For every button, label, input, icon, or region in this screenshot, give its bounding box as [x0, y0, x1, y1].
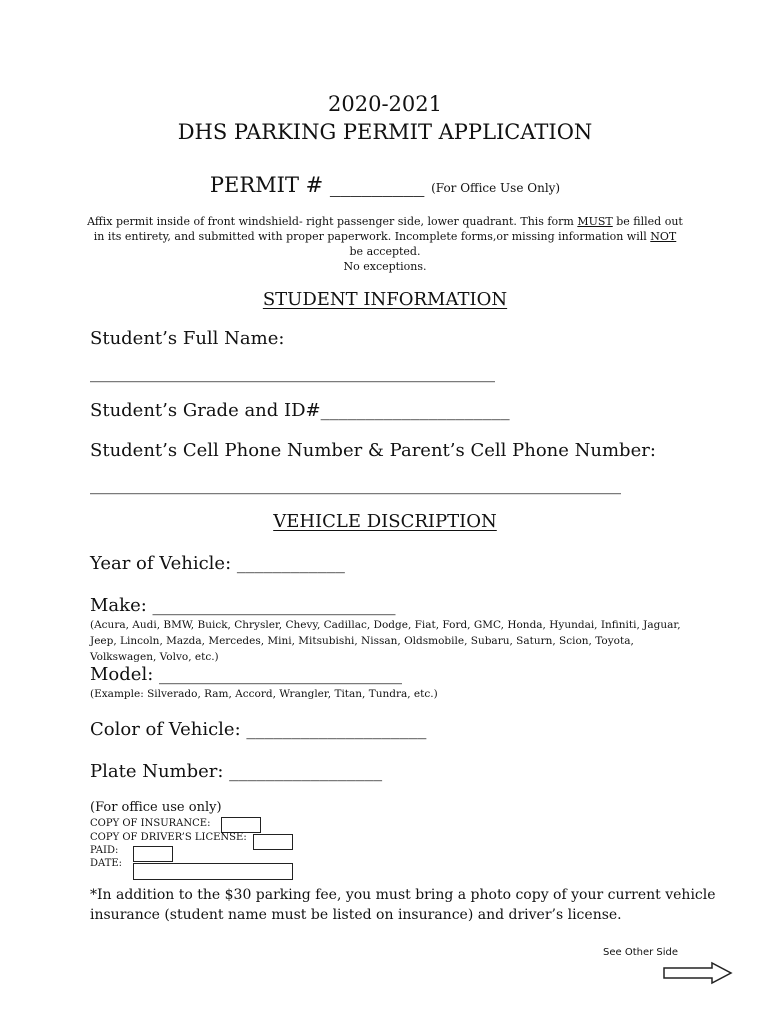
instructions-paragraph — [86, 214, 684, 274]
plate-number-field[interactable]: Plate Number: _________________ — [90, 761, 383, 782]
instructions-text-c: be accepted. — [349, 245, 421, 258]
vehicle-year-field[interactable]: Year of Vehicle: ____________ — [90, 553, 345, 574]
office-license-label: COPY OF DRIVER’S LICENSE: — [90, 832, 247, 843]
instructions-text-a: Affix permit inside of front windshield- right passenger side, lower quadrant. This form — [87, 215, 578, 228]
permit-office-note: (For Office Use Only) — [431, 181, 561, 195]
office-date-label: DATE: — [90, 858, 123, 869]
instructions-text-b: be filled out in its entirety, and submitted with proper paperwork. Incomplete forms,or missing information will — [93, 215, 683, 243]
student-full-name-field[interactable]: _____________________________________________ — [90, 362, 495, 383]
vehicle-section-title: VEHICLE DISCRIPTION — [273, 511, 497, 532]
right-arrow-icon — [662, 961, 734, 985]
vehicle-make-examples: (Acura, Audi, BMW, Buick, Chrysler, Chevy, Cadillac, Dodge, Fiat, Ford, GMC, Honda, Hyundai, Infiniti, Jaguar, Jeep, Lincoln, Mazda, Mercedes, Mini, Mitsubishi, Nissan, Oldsmobile, Subaru, Saturn, Scion, Toyota, Volkswagen, Volvo, etc.) — [90, 619, 681, 663]
student-section-title: STUDENT INFORMATION — [262, 289, 508, 310]
office-paid-box[interactable] — [133, 846, 173, 862]
permit-number-line — [0, 173, 770, 197]
instructions-not: NOT — [650, 230, 677, 243]
phone-numbers-label: Student’s Cell Phone Number & Parent’s Cell Phone Number: — [90, 440, 656, 461]
instructions-must: MUST — [577, 215, 613, 228]
insurance-note: *In addition to the $30 parking fee, you must bring a photo copy of your current vehicle insurance (student name must be listed on insurance) and driver’s license. — [90, 887, 716, 923]
office-insurance-label: COPY OF INSURANCE: — [90, 818, 211, 829]
office-date-box[interactable] — [133, 863, 293, 880]
office-insurance-box[interactable] — [221, 817, 261, 833]
instructions-no-exceptions: No exceptions. — [343, 260, 427, 273]
student-full-name-label: Student’s Full Name: — [90, 328, 285, 349]
office-license-box[interactable] — [253, 834, 293, 850]
form-title: DHS PARKING PERMIT APPLICATION — [177, 120, 593, 144]
office-use-heading: (For office use only) — [90, 800, 222, 815]
vehicle-make-field[interactable]: Make: ___________________________ — [90, 595, 396, 616]
vehicle-color-field[interactable]: Color of Vehicle: ____________________ — [90, 719, 427, 740]
see-other-side-label: See Other Side — [603, 947, 679, 958]
form-year: 2020-2021 — [328, 92, 442, 116]
office-paid-label: PAID: — [90, 845, 119, 856]
vehicle-model-examples: (Example: Silverado, Ram, Accord, Wrangler, Titan, Tundra, etc.) — [90, 688, 438, 700]
phone-numbers-field[interactable]: ___________________________________________________________ — [90, 474, 621, 495]
vehicle-model-field[interactable]: Model: ___________________________ — [90, 664, 402, 685]
student-grade-id-field[interactable]: Student’s Grade and ID#_____________________ — [90, 400, 510, 421]
permit-label: PERMIT # _________ — [209, 173, 425, 197]
